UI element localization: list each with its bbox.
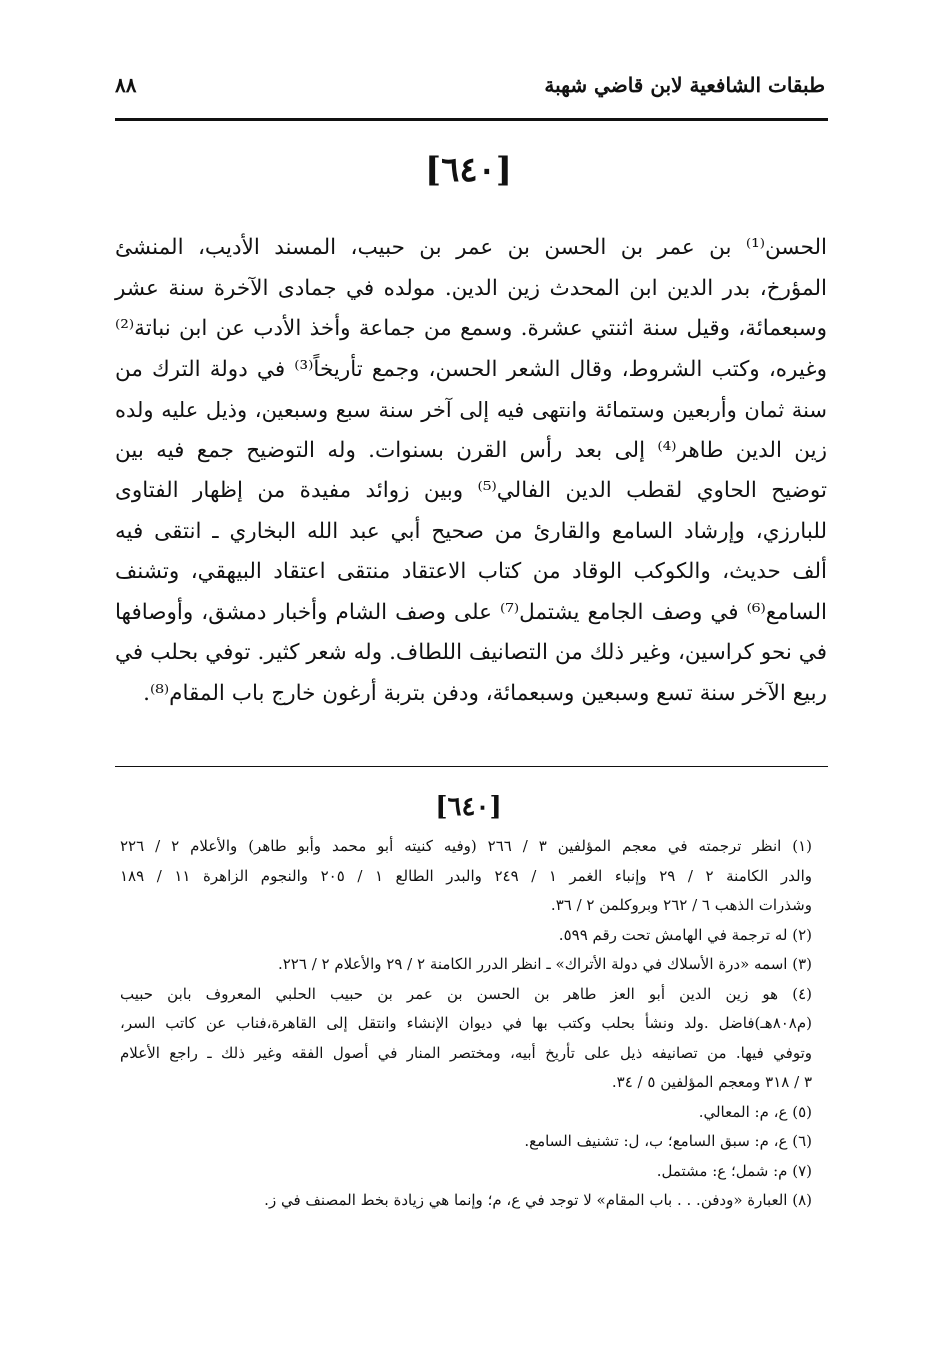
text-line: وسبعمائة، وقيل سنة اثنتي عشرة. وسمع من جماعة وأخذ الأدب عن ابن نباتة⁽²⁾ bbox=[115, 316, 827, 341]
biography-text bbox=[115, 228, 827, 714]
footnote-line: (٨) العبارة «ودفن. . . باب المقام» لا توجد في ع، م؛ وإنما هي زيادة بخط المصنف في ز. bbox=[264, 1191, 812, 1209]
text-line: ألف حديث، والكوكب الوقاد من كتاب الاعتقاد منتقى اعتقاد البيهقي، وتشنف bbox=[115, 559, 827, 584]
header-rule bbox=[115, 118, 828, 121]
footnote-line: (٥) ع، م: المعالي. bbox=[698, 1102, 812, 1121]
text-line: المؤرخ، بدر الدين ابن المحدث زين الدين. مولده في جمادى الآخرة سنة عشر bbox=[115, 275, 827, 301]
text-line: وغيره، وكتب الشروط، وقال الشعر الحسن، وجمع تأريخاً⁽³⁾ في دولة الترك من bbox=[115, 356, 827, 382]
book-title: طبقات الشافعية لابن قاضي شهبة bbox=[544, 73, 825, 97]
text-line: ربيع الآخر سنة تسع وسبعين وسبعمائة، ودفن بتربة أرغون خارج باب المقام⁽⁸⁾. bbox=[143, 680, 827, 706]
footnote-line: ٣ / ٣١٨ ومعجم المؤلفين ٥ / ٣٤. bbox=[611, 1073, 812, 1091]
running-header bbox=[115, 68, 825, 102]
footnote-line: (٧) م: شمل؛ ع: مشتمل. bbox=[656, 1161, 812, 1180]
footnote-line: (م٨٠٨هـ)فاضل .ولد ونشأ بحلب وكتب بها في ديوان الإنشاء وانتقل إلى القاهرة،فناب عن كاتب السر، bbox=[120, 1014, 812, 1032]
footnote-separator bbox=[115, 766, 828, 767]
text-line: في نحو كراسين، وغير ذلك من التصانيف اللطاف. وله شعر كثير. توفي بحلب في bbox=[115, 640, 827, 665]
text-line: توضيح الحاوي لقطب الدين الفالي⁽⁵⁾ وبين زوائد مفيدة من إظهار الفتاوى bbox=[115, 478, 827, 503]
text-line: للبارزي، وإرشاد السامع والقارئ من صحيح أبي عبد الله البخاري ـ انتقى فيه bbox=[115, 518, 827, 544]
footnote-line: (٤) هو زين الدين أبو العز طاهر بن الحسن بن عمر بن حبيب الحلبي المعروف بابن حبيب bbox=[120, 984, 812, 1003]
footnote-line: (٣) اسمه «درة الأسلاك في دولة الأتراك» ـ انظر الدرر الكامنة ٢ / ٢٩ والأعلام ٢ / ٢٢٦. bbox=[277, 955, 812, 973]
footnotes bbox=[120, 832, 812, 1216]
page-number: ٨٨ bbox=[115, 73, 137, 97]
footnote-line: والدر الكامنة ٢ / ٢٩ وإنباء الغمر ١ / ٢٤٩ والبدر الطالع ١ / ٢٠٥ والنجوم الزاهرة ١١ / ١٨٩ bbox=[120, 866, 812, 885]
footnote-line: (١) انظر ترجمته في معجم المؤلفين ٣ / ٢٦٦ (وفيه كنيته أبو محمد وأبو طاهر) والأعلام ٢ / ٢٢٦ bbox=[120, 837, 813, 855]
footnote-line: وتوفي فيها. من تصانيفه ذيل على تأريخ أبيه، ومختصر المنار في أصول الفقه وغير ذلك ـ راجع الأعلام bbox=[120, 1043, 812, 1062]
footnote-entry-number: [٦٤٠] bbox=[435, 792, 502, 822]
entry-number: [٦٤٠] bbox=[425, 150, 512, 190]
footnote-line: (٢) له ترجمة في الهامش تحت رقم ٥٩٩. bbox=[558, 925, 812, 944]
footnote-line: (٦) ع، م: سبق السامع؛ ب، ل: تشنيف السامع. bbox=[524, 1132, 812, 1150]
text-line: سنة ثمان وأربعين وستمائة وانتهى فيه إلى آخر سنة سبع وسبعين، وذيل عليه ولده bbox=[115, 398, 827, 422]
text-line: السامع⁽⁶⁾ في وصف الجامع يشتمل⁽⁷⁾ على وصف الشام وأخبار دمشق، وأوصافها bbox=[115, 599, 827, 625]
text-line: الحسن⁽¹⁾ بن عمر بن الحسن بن عمر بن حبيب، المسند الأديب، المنشئ bbox=[115, 235, 827, 260]
text-line: زين الدين طاهر⁽⁴⁾ إلى بعد رأس القرن بسنوات. وله التوضيح جمع فيه بين bbox=[115, 437, 827, 463]
footnote-line: وشذرات الذهب ٦ / ٢٦٢ وبروكلمن ٢ / ٣٦. bbox=[550, 896, 812, 914]
